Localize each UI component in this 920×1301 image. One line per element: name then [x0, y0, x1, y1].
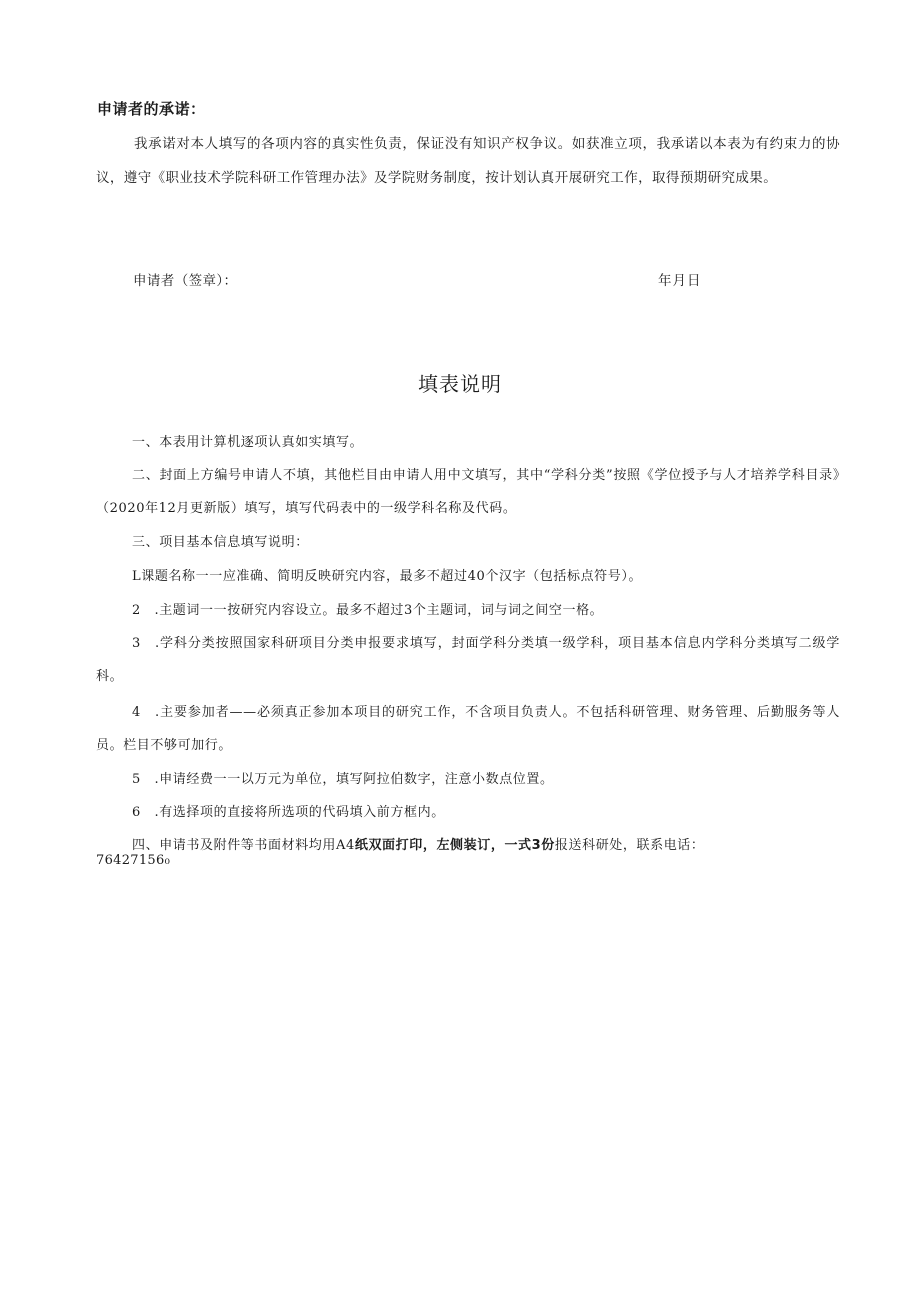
instruction-item-4	[96, 829, 840, 862]
contact-phone: 76427156₀	[96, 853, 171, 868]
signature-label: 申请者（签章）：	[133, 273, 238, 289]
pledge-body: 我承诺对本人填写的各项内容的真实性负责，保证没有知识产权争议。如获准立项，我承诺以本表为有约束力的协议，遵守《职业技术学院科研工作管理办法》及学院财务制度，按计划认真开展研究工作，取得预期研究成果。	[96, 136, 840, 186]
item-4-bold-text: 纸双面打印，左侧装订，一式3份	[354, 838, 555, 853]
instruction-sub-4: 4 .主要参加者——必须真正参加本项目的研究工作，不含项目负责人。不包括科研管理、财务管理、后勤服务等人员。栏目不够可加行。	[96, 705, 840, 753]
pledge-heading: 申请者的承诺：	[97, 100, 206, 118]
instruction-sub-3: 3 .学科分类按照国家科研项目分类申报要求填写，封面学科分类填一级学科，项目基本信息内学科分类填写二级学科。	[96, 636, 840, 684]
instruction-sub-5: 5 .申请经费一一以万元为单位，填写阿拉伯数字，注意小数点位置。	[132, 772, 554, 787]
instruction-sub-2: 2 .主题词一一按研究内容设立。最多不超过3个主题词，词与词之间空一格。	[132, 603, 604, 618]
instruction-item-1: 一、本表用计算机逐项认真如实填写。	[132, 435, 364, 450]
instructions-title: 填表说明	[418, 372, 502, 396]
instruction-sub-6: 6 .有选择项的直接将所选项的代码填入前方框内。	[132, 805, 445, 820]
instruction-sub-1: L课题名称一一应准确、简明反映研究内容，最多不超过40个汉字（包括标点符号）。	[132, 569, 643, 584]
instruction-item-2: 二、封面上方编号申请人不填，其他栏目由申请人用中文填写，其中“学科分类”按照《学位授予与人才培养学科目录》（2020年12月更新版）填写，填写代码表中的一级学科名称及代码。	[96, 468, 840, 516]
instruction-item-3: 三、项目基本信息填写说明：	[132, 535, 309, 550]
item-4-text-start: 四、申请书及附件等书面材料均用A4	[132, 838, 355, 853]
item-4-text-end: 报送科研处，联系电话：	[554, 838, 705, 853]
date-label: 年月日	[658, 273, 702, 289]
